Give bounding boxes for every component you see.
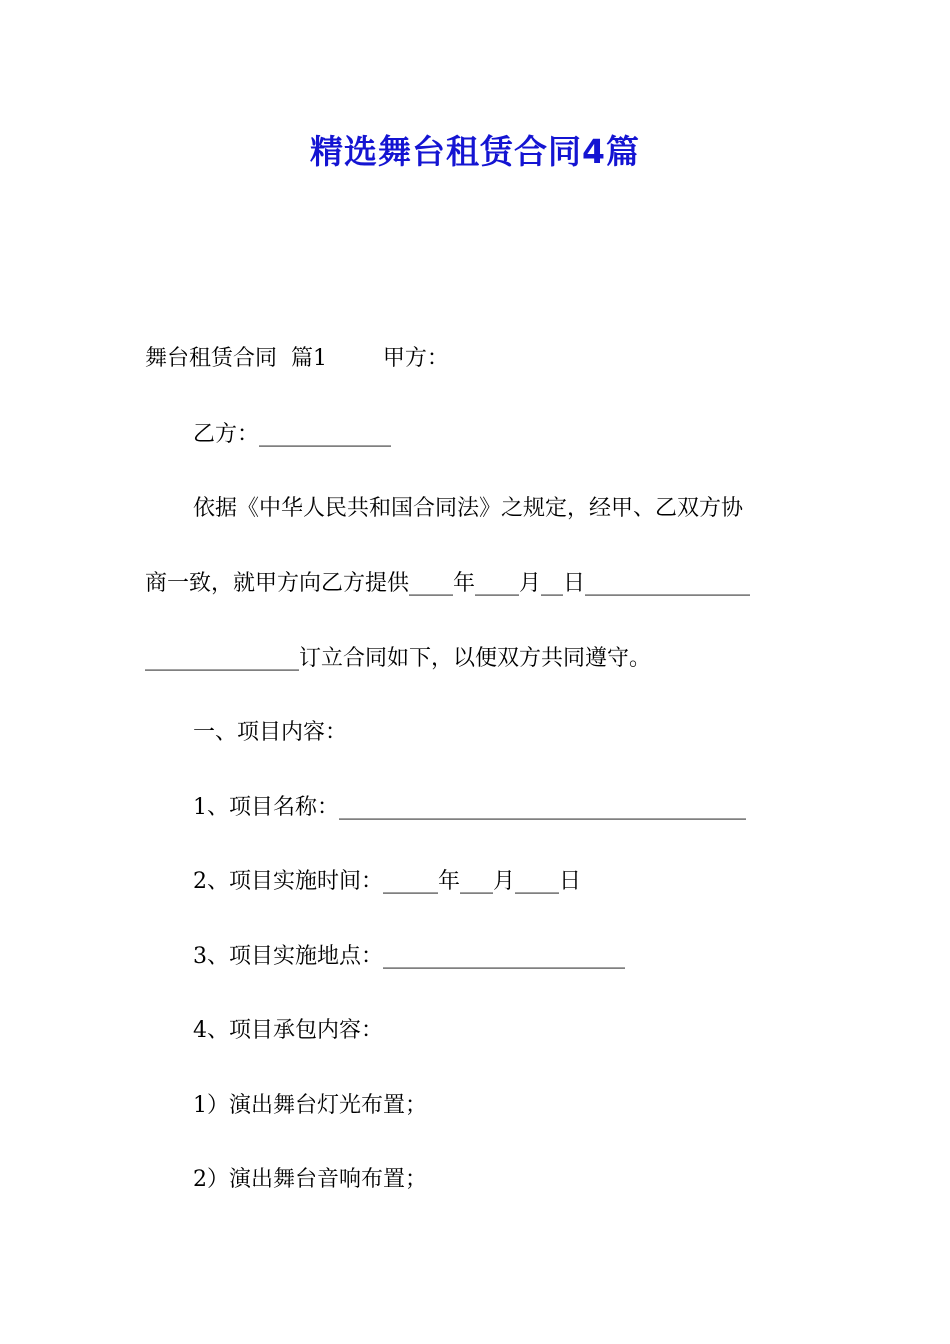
scope-item-audio: 2）演出舞台音响布置； [193,1167,427,1192]
project-scope-line: 4、项目承包内容： [193,1018,383,1043]
contract-heading-line: 舞台租赁合同 篇1 甲方： [145,346,449,371]
scope-item-lighting: 1）演出舞台灯光布置； [193,1093,427,1118]
project-name-line: 1、项目名称：_____________________________________ [193,795,746,820]
preamble-line-1: 依据《中华人民共和国合同法》之规定，经甲、乙双方协 [193,496,744,521]
project-time-line: 2、项目实施时间：_____年___月____日 [193,869,581,894]
party-b-line: 乙方：____________ [193,422,392,447]
preamble-line-3: ______________订立合同如下，以便双方共同遵守。 [145,646,652,671]
project-location-line: 3、项目实施地点：______________________ [193,944,625,969]
section-heading-project-content: 一、项目内容： [193,720,348,745]
document-title: 精选舞台租赁合同4篇 [310,132,640,171]
preamble-line-2: 商一致，就甲方向乙方提供____年____月__日_______________ [145,571,751,596]
